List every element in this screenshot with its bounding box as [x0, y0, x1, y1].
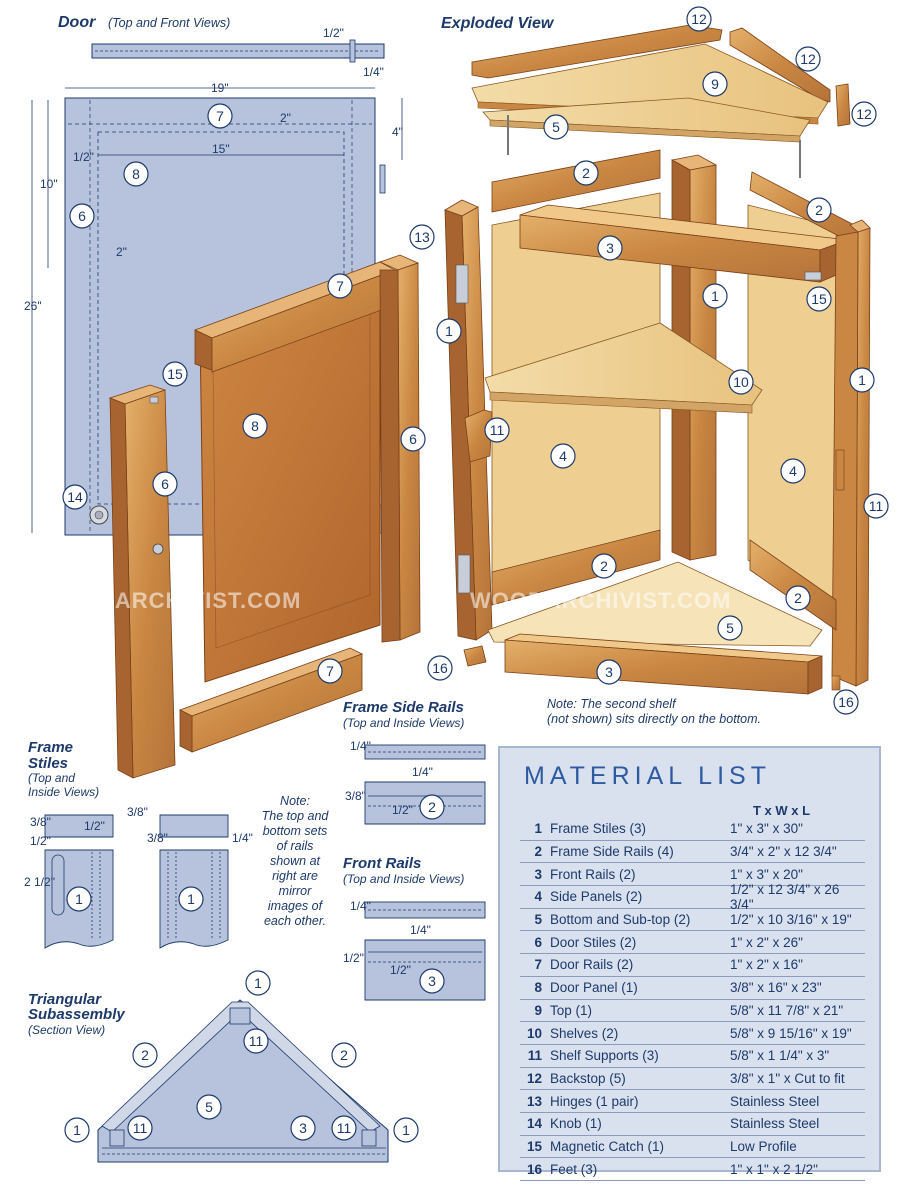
front-rail-dim-c: 1/2" [343, 951, 364, 965]
svg-text:8: 8 [251, 418, 259, 434]
svg-text:10: 10 [733, 374, 749, 390]
callout-1-stile-blueprint-left [67, 887, 91, 911]
callout-7-door-blueprint [208, 104, 232, 128]
callout-10-shelf [729, 370, 753, 394]
material-list-row [520, 1090, 865, 1113]
svg-text:3: 3 [605, 664, 613, 680]
material-row-number: 1 [534, 821, 542, 837]
stile-groove-depth-dim: 2 1/2" [24, 875, 55, 889]
side-rail-dim-b: 1/4" [412, 765, 433, 779]
material-list [498, 746, 881, 1177]
material-list-row [520, 1022, 865, 1045]
callout-1-left-stile [437, 319, 461, 343]
callout-15-catch-door [163, 362, 187, 386]
material-row-number: 9 [534, 1002, 542, 1018]
door-rail-width-dim: 2" [280, 111, 291, 125]
triangular-heading-2: Subassembly [28, 1006, 125, 1023]
material-row-number: 11 [527, 1048, 542, 1064]
material-row-size: 3/4" x 2" x 12 3/4" [730, 844, 837, 860]
material-list-row [520, 881, 865, 912]
material-row-number: 5 [534, 912, 542, 928]
shelf-note-line-2: (not shown) sits directly on the bottom. [547, 712, 761, 726]
svg-text:1: 1 [858, 372, 866, 388]
svg-text:2: 2 [141, 1047, 149, 1063]
mirror-note-line-9: each other. [263, 914, 327, 928]
svg-text:2: 2 [815, 202, 823, 218]
callout-2-lower-rail-left [592, 554, 616, 578]
svg-text:1: 1 [73, 1122, 81, 1138]
material-row-number: 4 [534, 889, 542, 905]
material-row-size: 1" x 2" x 16" [730, 957, 803, 973]
callout-5-subtop [544, 115, 568, 139]
callout-1-center-stile [703, 284, 727, 308]
svg-text:15: 15 [167, 366, 183, 382]
svg-text:12: 12 [691, 11, 707, 27]
material-row-size: 1" x 1" x 2 1/2" [730, 1161, 818, 1177]
frame-stiles-heading-2: Stiles [28, 755, 69, 772]
callout-3-front-rail-bottom [597, 660, 621, 684]
svg-text:3: 3 [428, 973, 436, 989]
svg-text:2: 2 [428, 799, 436, 815]
shelf-note-line-1: Note: The second shelf [547, 697, 676, 711]
mirror-note-line-6: right are [272, 869, 318, 883]
material-row-size: 1" x 3" x 30" [730, 821, 803, 837]
svg-text:8: 8 [132, 166, 140, 182]
callout-15-catch [807, 287, 831, 311]
door-panel-height-dim: 10" [40, 177, 58, 191]
frame-side-rails-blueprint [343, 699, 485, 824]
callout-14-knob [63, 485, 87, 509]
callout-2-upper-rail-right [807, 198, 831, 222]
svg-text:2: 2 [794, 590, 802, 606]
door-height-dim: 26" [24, 299, 42, 313]
material-row-part: Feet (3) [550, 1161, 598, 1177]
material-row-part: Door Stiles (2) [550, 934, 637, 950]
material-row-size: 1" x 2" x 26" [730, 934, 803, 950]
material-row-size: Stainless Steel [730, 1093, 820, 1109]
side-rail-dim-d: 3/8" [345, 789, 366, 803]
material-row-part: Door Rails (2) [550, 957, 634, 973]
material-list-row [520, 977, 865, 1000]
callout-8-door-blueprint [124, 162, 148, 186]
material-row-number: 10 [526, 1025, 542, 1041]
frame-stiles-heading-1: Frame [28, 739, 74, 756]
material-list-rows [520, 818, 865, 1181]
svg-text:5: 5 [552, 119, 560, 135]
frame-side-rails-subheading: (Top and Inside Views) [343, 716, 465, 730]
mirror-note-line-7: mirror [278, 884, 312, 898]
svg-text:3: 3 [606, 240, 614, 256]
side-rail-dim-a: 1/4" [350, 739, 371, 753]
front-rail-dim-b: 1/4" [410, 923, 431, 937]
material-row-size: Stainless Steel [730, 1116, 820, 1132]
door-subheading: (Top and Front Views) [108, 16, 231, 30]
material-row-part: Backstop (5) [550, 1070, 626, 1086]
material-row-number: 12 [526, 1070, 542, 1086]
callout-11-tri-right [332, 1116, 356, 1140]
stile-dim-d: 1/4" [232, 831, 253, 845]
material-row-number: 3 [534, 866, 542, 882]
material-list-row [520, 818, 865, 841]
material-row-size: 5/8" x 9 15/16" x 19" [730, 1025, 852, 1041]
callout-16-foot-right [834, 690, 858, 714]
frame-side-rails-heading: Frame Side Rails [343, 699, 464, 716]
front-rail-dim-a: 1/4" [350, 899, 371, 913]
material-row-part: Magnetic Catch (1) [550, 1138, 665, 1154]
callout-2-lower-rail-right [786, 586, 810, 610]
material-row-part: Door Panel (1) [550, 980, 638, 996]
material-row-number: 8 [534, 980, 542, 996]
svg-text:11: 11 [489, 422, 505, 438]
door-heading: Door [58, 14, 96, 31]
svg-text:7: 7 [326, 663, 334, 679]
svg-text:1: 1 [402, 1122, 410, 1138]
callout-11-support-right [864, 494, 888, 518]
frame-stiles-sub-1: (Top and [28, 771, 75, 785]
material-row-number: 2 [534, 844, 542, 860]
material-row-number: 13 [526, 1093, 542, 1109]
material-row-number: 7 [534, 957, 542, 973]
material-list-row [520, 1068, 865, 1091]
svg-text:16: 16 [838, 694, 854, 710]
svg-text:11: 11 [336, 1120, 352, 1136]
callout-3-front-rails-blueprint [420, 969, 444, 993]
material-list-row [520, 1113, 865, 1136]
svg-text:13: 13 [414, 229, 430, 245]
door-inner-width-dim: 15" [212, 142, 230, 156]
material-row-size: 1" x 3" x 20" [730, 866, 803, 882]
svg-text:4: 4 [789, 463, 797, 479]
material-row-part: Shelf Supports (3) [550, 1048, 659, 1064]
svg-text:12: 12 [856, 106, 872, 122]
door-rail-height-dim: 4" [392, 125, 403, 139]
watermark-right: WOODARCHIVIST.COM [470, 588, 732, 613]
callout-5-tri-center [197, 1095, 221, 1119]
material-row-size: 3/8" x 1" x Cut to fit [730, 1070, 845, 1086]
svg-text:9: 9 [711, 76, 719, 92]
exploded-heading: Exploded View [441, 15, 554, 32]
callout-1-right-stile [850, 368, 874, 392]
callout-4-panel-left [551, 444, 575, 468]
stile-dim-a: 3/8" [30, 815, 51, 829]
material-list-row [520, 1136, 865, 1159]
material-row-number: 15 [526, 1138, 542, 1154]
callout-8-door-panel [243, 414, 267, 438]
mirror-note-line-2: The top and [261, 809, 329, 823]
material-row-size: 1/2" x 10 3/16" x 19" [730, 912, 852, 928]
callout-6-door-stile-left [153, 472, 177, 496]
watermark-left: WOODARCHIVIST.COM [40, 588, 302, 613]
callout-1-tri-top [246, 971, 270, 995]
svg-text:5: 5 [205, 1099, 213, 1115]
material-row-number: 14 [526, 1116, 542, 1132]
svg-text:1: 1 [254, 975, 262, 991]
material-list-row [520, 909, 865, 932]
callout-2-tri-left [133, 1043, 157, 1067]
callout-11-tri-top [244, 1029, 268, 1053]
callout-12-backstop-end [852, 102, 876, 126]
callout-7-door-top-rail [328, 274, 352, 298]
material-list-row [520, 841, 865, 864]
callout-1-stile-blueprint-right [179, 887, 203, 911]
front-rails-subheading: (Top and Inside Views) [343, 872, 465, 886]
stile-dim-f: 3/8" [147, 831, 168, 845]
material-row-part: Shelves (2) [550, 1025, 619, 1041]
callout-11-support-left [485, 418, 509, 442]
material-row-part: Frame Stiles (3) [550, 821, 647, 837]
material-list-row [520, 931, 865, 954]
stile-dim-e: 1/2" [30, 834, 51, 848]
material-row-part: Hinges (1 pair) [550, 1093, 639, 1109]
svg-text:1: 1 [711, 288, 719, 304]
callout-13-hinges [410, 225, 434, 249]
material-row-part: Bottom and Sub-top (2) [550, 912, 691, 928]
svg-text:2: 2 [600, 558, 608, 574]
svg-text:15: 15 [811, 291, 827, 307]
material-row-size: 1/2" x 12 3/4" x 26 3/4" [730, 881, 840, 912]
mirror-note-line-8: images of [267, 899, 323, 913]
svg-text:11: 11 [132, 1120, 148, 1136]
svg-text:1: 1 [187, 891, 195, 907]
callout-3-tri-bottom [291, 1116, 315, 1140]
callout-2-side-rails-blueprint [420, 795, 444, 819]
svg-text:1: 1 [75, 891, 83, 907]
svg-text:4: 4 [559, 448, 567, 464]
svg-text:11: 11 [868, 498, 884, 514]
svg-text:3: 3 [299, 1120, 307, 1136]
stile-dim-c: 3/8" [127, 805, 148, 819]
svg-text:2: 2 [340, 1047, 348, 1063]
svg-text:6: 6 [161, 476, 169, 492]
callout-1-tri-right [394, 1118, 418, 1142]
door-groove-dim: 1/2" [73, 150, 94, 164]
material-list-row [520, 1045, 865, 1068]
material-list-row [520, 954, 865, 977]
material-row-number: 6 [534, 934, 542, 950]
stile-dim-b: 1/2" [84, 819, 105, 833]
frame-stiles-sub-2: Inside Views) [28, 785, 100, 799]
mirror-note-line-4: of rails [276, 839, 314, 853]
callout-7-door-bottom-rail [318, 659, 342, 683]
callout-9-top [703, 72, 727, 96]
svg-text:7: 7 [336, 278, 344, 294]
callout-3-front-rail-top [598, 236, 622, 260]
door-stile-width-dim: 2" [116, 245, 127, 259]
svg-text:12: 12 [800, 51, 816, 67]
callout-2-upper-rail-left [574, 161, 598, 185]
material-row-part: Front Rails (2) [550, 866, 636, 882]
callout-2-tri-right [332, 1043, 356, 1067]
callout-1-tri-left [65, 1118, 89, 1142]
svg-text:16: 16 [432, 660, 448, 676]
callout-6-door-stile-right [401, 427, 425, 451]
material-row-part: Top (1) [550, 1002, 593, 1018]
material-row-number: 16 [526, 1161, 542, 1177]
svg-text:7: 7 [216, 108, 224, 124]
material-row-size: 3/8" x 16" x 23" [730, 980, 822, 996]
triangular-subheading: (Section View) [28, 1023, 106, 1037]
triangular-heading-1: Triangular [28, 991, 102, 1008]
mirror-note [262, 794, 330, 928]
svg-text:1: 1 [445, 323, 453, 339]
door-width-dim: 19" [211, 81, 229, 95]
door-top-half-dim: 1/2" [323, 26, 344, 40]
side-rail-dim-c: 1/2" [392, 803, 413, 817]
callout-4-panel-right [781, 459, 805, 483]
mirror-note-line-5: shown at [269, 854, 321, 868]
front-rails-blueprint [343, 855, 485, 1000]
material-list-header: T x W x L [753, 803, 811, 818]
material-list-row [520, 1000, 865, 1023]
material-row-part: Frame Side Rails (4) [550, 844, 674, 860]
door-top-quarter-dim: 1/4" [363, 65, 384, 79]
material-list-title: MATERIAL LIST [524, 762, 771, 790]
callout-12-backstop-left [687, 7, 711, 31]
material-row-size: Low Profile [730, 1138, 797, 1154]
front-rails-heading: Front Rails [343, 855, 422, 872]
material-row-part: Side Panels (2) [550, 889, 643, 905]
svg-text:2: 2 [582, 165, 590, 181]
callout-5-bottom [718, 616, 742, 640]
svg-text:6: 6 [78, 208, 86, 224]
front-rail-dim-d: 1/2" [390, 963, 411, 977]
mirror-note-line-1: Note: [280, 794, 310, 808]
material-row-size: 5/8" x 11 7/8" x 21" [730, 1002, 844, 1018]
mirror-note-line-3: bottom sets [262, 824, 328, 838]
callout-16-foot-left [428, 656, 452, 680]
material-row-part: Knob (1) [550, 1116, 602, 1132]
svg-text:5: 5 [726, 620, 734, 636]
svg-text:11: 11 [248, 1033, 264, 1049]
material-row-size: 5/8" x 1 1/4" x 3" [730, 1048, 830, 1064]
svg-text:14: 14 [67, 489, 83, 505]
callout-6-door-blueprint [70, 204, 94, 228]
callout-12-backstop-right [796, 47, 820, 71]
material-list-row [520, 1158, 865, 1181]
callout-11-tri-left [128, 1116, 152, 1140]
svg-text:6: 6 [409, 431, 417, 447]
